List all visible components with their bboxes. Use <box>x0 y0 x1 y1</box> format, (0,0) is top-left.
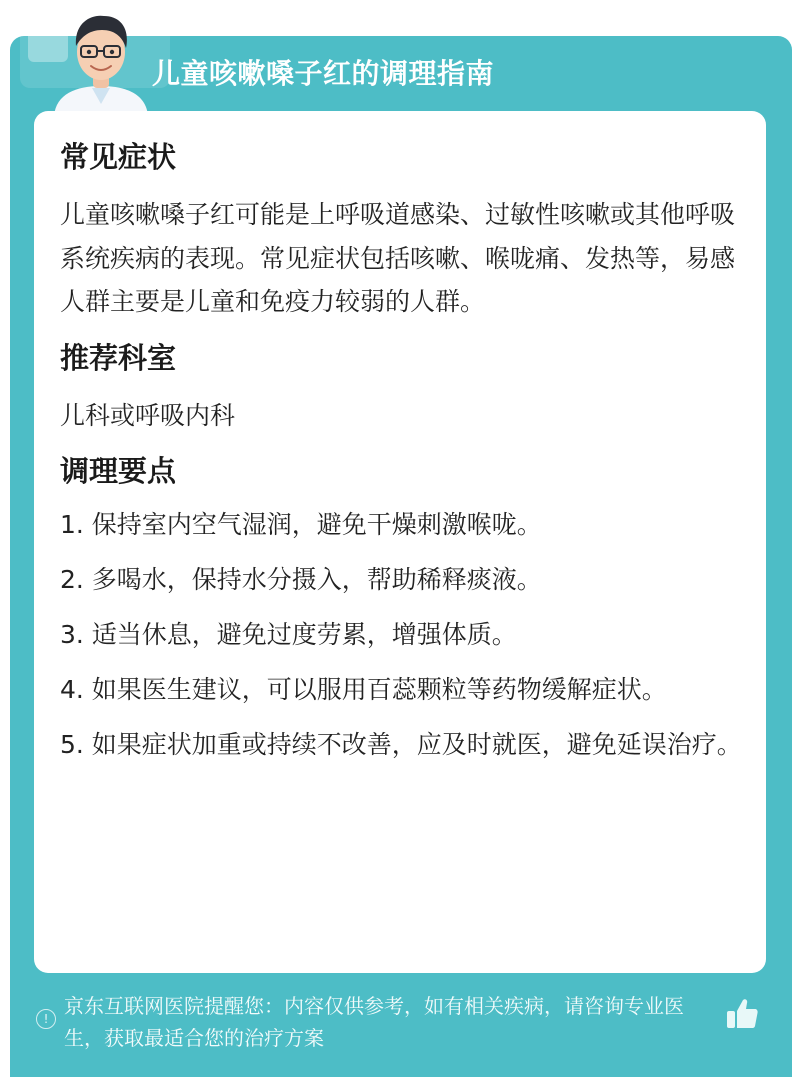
content-body <box>60 135 744 778</box>
list-item: 1. 保持室内空气湿润，避免干燥刺激喉咙。 <box>60 510 542 539</box>
content-panel <box>34 111 766 973</box>
care-heading: 调理要点 <box>60 454 177 488</box>
info-icon: ! <box>36 1009 56 1029</box>
department-text: 儿科或呼吸内科 <box>60 400 236 430</box>
thumbs-up-icon[interactable] <box>724 996 760 1032</box>
symptoms-text: 儿童咳嗽嗓子红可能是上呼吸道感染、过敏性咳嗽或其他呼吸系统疾病的表现。常见症状包括咳嗽、喉咙痛、发热等，易感人群主要是儿童和免疫力较弱的人群。 <box>60 200 736 316</box>
department-heading: 推荐科室 <box>60 340 177 375</box>
symptoms-heading: 常见症状 <box>60 140 177 174</box>
list-item: 5. 如果症状加重或持续不改善，应及时就医，避免延误治疗。 <box>60 730 742 759</box>
doctor-avatar <box>46 8 156 116</box>
footer-text: 京东互联网医院提醒您：内容仅供参考，如有相关疾病，请咨询专业医生，获取最适合您的治疗方案 <box>64 994 684 1050</box>
footer-notice <box>36 990 716 1054</box>
care-list <box>60 503 744 766</box>
list-item: 4. 如果医生建议，可以服用百蕊颗粒等药物缓解症状。 <box>60 675 667 704</box>
page-title: 儿童咳嗽嗓子红的调理指南 <box>152 57 495 90</box>
list-item: 3. 适当休息，避免过度劳累，增强体质。 <box>60 620 517 649</box>
list-item: 2. 多喝水，保持水分摄入，帮助稀释痰液。 <box>60 565 542 594</box>
